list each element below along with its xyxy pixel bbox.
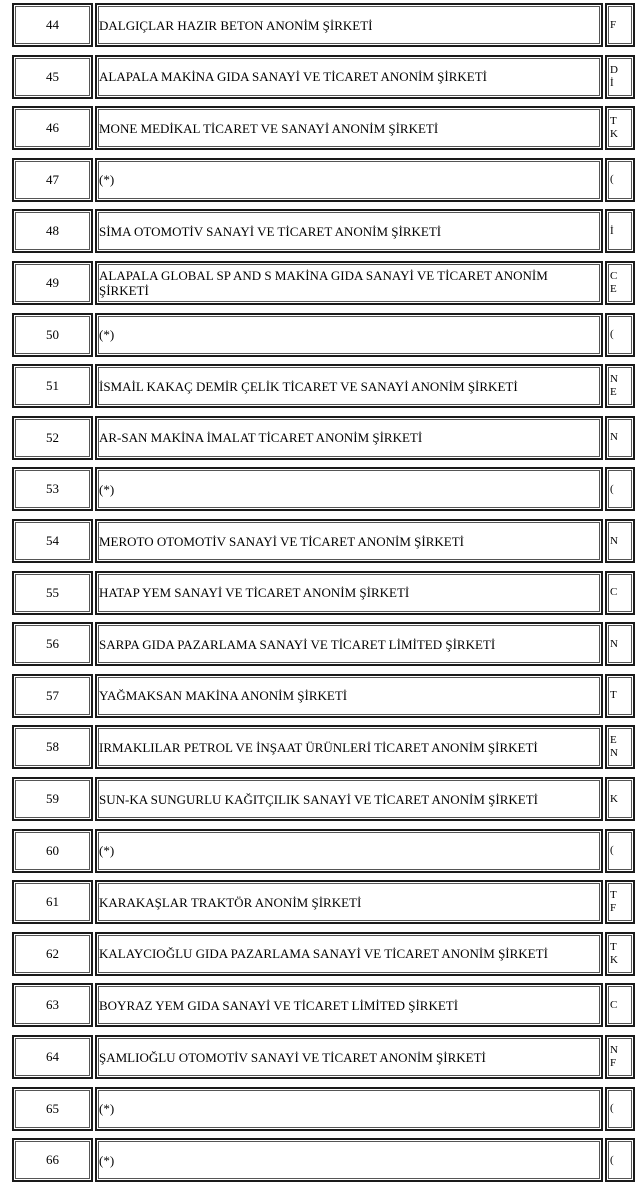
table-row xyxy=(12,467,622,514)
table-row xyxy=(12,261,622,308)
truncated-column xyxy=(605,777,635,821)
table-row xyxy=(12,313,622,360)
row-number: 49 xyxy=(12,261,93,305)
truncated-column xyxy=(605,364,635,408)
truncated-column xyxy=(605,519,635,563)
company-name-text: YAĞMAKSAN MAKİNA ANONİM ŞİRKETİ xyxy=(99,688,348,704)
company-name-text: (*) xyxy=(99,327,115,343)
row-number: 56 xyxy=(12,622,93,666)
company-name xyxy=(95,519,603,563)
truncated-text: C xyxy=(610,998,618,1011)
company-name xyxy=(95,467,603,511)
row-number: 66 xyxy=(12,1138,93,1182)
truncated-column xyxy=(605,1035,635,1079)
company-name xyxy=(95,622,603,666)
company-name-text: MEROTO OTOMOTİV SANAYİ VE TİCARET ANONİM ŞİRKETİ xyxy=(99,533,464,549)
row-number: 51 xyxy=(12,364,93,408)
company-name-text: KARAKAŞLAR TRAKTÖR ANONİM ŞİRKETİ xyxy=(99,894,362,910)
table-row xyxy=(12,777,622,824)
truncated-text: N xyxy=(610,534,618,547)
company-name-text: DALGIÇLAR HAZIR BETON ANONİM ŞİRKETİ xyxy=(99,17,373,33)
table-row xyxy=(12,983,622,1030)
company-name-text: SARPA GIDA PAZARLAMA SANAYİ VE TİCARET LİMİTED ŞİRKETİ xyxy=(99,636,496,652)
truncated-text: C xyxy=(610,586,618,599)
table-row xyxy=(12,622,622,669)
table-row xyxy=(12,880,622,927)
truncated-column xyxy=(605,1138,635,1182)
row-number: 44 xyxy=(12,3,93,47)
truncated-column xyxy=(605,622,635,666)
company-name-text: SİMA OTOMOTİV SANAYİ VE TİCARET ANONİM ŞİRKETİ xyxy=(99,223,442,239)
row-number: 47 xyxy=(12,158,93,202)
company-name-text: IRMAKLILAR PETROL VE İNŞAAT ÜRÜNLERİ TİCARET ANONİM ŞİRKETİ xyxy=(99,739,538,755)
company-name xyxy=(95,3,603,47)
company-name-text: MONE MEDİKAL TİCARET VE SANAYİ ANONİM ŞİRKETİ xyxy=(99,120,439,136)
row-number: 58 xyxy=(12,725,93,769)
truncated-text: ( xyxy=(610,1102,614,1115)
company-name xyxy=(95,983,603,1027)
truncated-column xyxy=(605,829,635,873)
table-row xyxy=(12,55,622,102)
row-number: 53 xyxy=(12,467,93,511)
company-name xyxy=(95,416,603,460)
truncated-text: K xyxy=(610,792,618,805)
table-row xyxy=(12,932,622,979)
company-name-text: (*) xyxy=(99,481,115,497)
truncated-text: N xyxy=(610,637,618,650)
company-name-text: ALAPALA GLOBAL SP AND S MAKİNA GIDA SANAYİ VE TİCARET ANONİM ŞİRKETİ xyxy=(99,268,548,298)
truncated-text: İ xyxy=(610,76,614,89)
truncated-column xyxy=(605,571,635,615)
company-name xyxy=(95,829,603,873)
row-number: 59 xyxy=(12,777,93,821)
truncated-text: E xyxy=(610,386,617,399)
truncated-text: N xyxy=(610,373,618,386)
company-name-text: ALAPALA MAKİNA GIDA SANAYİ VE TİCARET ANONİM ŞİRKETİ xyxy=(99,69,487,85)
row-number: 65 xyxy=(12,1087,93,1131)
truncated-column xyxy=(605,106,635,150)
company-name xyxy=(95,725,603,769)
table-row xyxy=(12,364,622,411)
truncated-text: ( xyxy=(610,844,614,857)
truncated-column xyxy=(605,55,635,99)
company-name xyxy=(95,571,603,615)
company-name xyxy=(95,313,603,357)
company-name xyxy=(95,1035,603,1079)
table-row xyxy=(12,1138,622,1185)
row-number: 55 xyxy=(12,571,93,615)
truncated-column xyxy=(605,158,635,202)
truncated-text: T xyxy=(610,940,617,953)
table-row xyxy=(12,106,622,153)
truncated-text: F xyxy=(610,1057,617,1069)
truncated-text: N xyxy=(610,431,618,444)
truncated-column xyxy=(605,725,635,769)
row-number: 52 xyxy=(12,416,93,460)
truncated-text: T xyxy=(610,115,617,128)
truncated-text: N xyxy=(610,1044,618,1056)
row-number: 46 xyxy=(12,106,93,150)
table-row xyxy=(12,3,622,50)
table-row xyxy=(12,571,622,618)
company-name xyxy=(95,106,603,150)
company-name xyxy=(95,880,603,924)
truncated-column xyxy=(605,416,635,460)
truncated-column xyxy=(605,261,635,305)
company-name xyxy=(95,1087,603,1131)
company-name xyxy=(95,209,603,253)
row-number: 48 xyxy=(12,209,93,253)
company-name xyxy=(95,932,603,976)
company-table xyxy=(12,0,622,1200)
row-number: 64 xyxy=(12,1035,93,1079)
company-name xyxy=(95,364,603,408)
truncated-text: E xyxy=(610,283,617,295)
company-name-text: İSMAİL KAKAÇ DEMİR ÇELİK TİCARET VE SANAYİ ANONİM ŞİRKETİ xyxy=(99,378,518,394)
row-number: 54 xyxy=(12,519,93,563)
row-number: 61 xyxy=(12,880,93,924)
truncated-text: T xyxy=(610,889,617,902)
table-row xyxy=(12,209,622,256)
table-row xyxy=(12,674,622,721)
company-name-text: KALAYCIOĞLU GIDA PAZARLAMA SANAYİ VE TİCARET ANONİM ŞİRKETİ xyxy=(99,946,548,962)
truncated-column xyxy=(605,880,635,924)
table-row xyxy=(12,725,622,772)
row-number: 57 xyxy=(12,674,93,718)
truncated-column xyxy=(605,3,635,47)
truncated-text: ( xyxy=(610,328,614,341)
table-row xyxy=(12,416,622,463)
row-number: 45 xyxy=(12,55,93,99)
table-row xyxy=(12,519,622,566)
company-name xyxy=(95,777,603,821)
truncated-text: ( xyxy=(610,1153,614,1166)
truncated-column xyxy=(605,674,635,718)
row-number: 60 xyxy=(12,829,93,873)
truncated-text: C xyxy=(610,270,618,282)
company-name xyxy=(95,674,603,718)
row-number: 50 xyxy=(12,313,93,357)
row-number: 62 xyxy=(12,932,93,976)
table-row xyxy=(12,1035,622,1082)
truncated-text: İ xyxy=(610,224,614,237)
truncated-column xyxy=(605,983,635,1027)
company-name-text: AR-SAN MAKİNA İMALAT TİCARET ANONİM ŞİRKETİ xyxy=(99,430,423,446)
truncated-text: K xyxy=(610,128,618,141)
company-name-text: (*) xyxy=(99,172,115,188)
company-name-text: SUN-KA SUNGURLU KAĞITÇILIK SANAYİ VE TİCARET ANONİM ŞİRKETİ xyxy=(99,791,538,807)
truncated-text: T xyxy=(610,689,617,702)
table-row xyxy=(12,829,622,876)
truncated-text: D xyxy=(610,63,618,76)
truncated-text: E xyxy=(610,734,617,747)
row-number: 63 xyxy=(12,983,93,1027)
truncated-column xyxy=(605,209,635,253)
company-name-text: BOYRAZ YEM GIDA SANAYİ VE TİCARET LİMİTED ŞİRKETİ xyxy=(99,997,459,1013)
company-name xyxy=(95,55,603,99)
truncated-text: F xyxy=(610,902,617,915)
truncated-text: K xyxy=(610,953,618,966)
company-name-text: (*) xyxy=(99,1152,115,1168)
table-row xyxy=(12,1087,622,1134)
truncated-text: ( xyxy=(610,482,614,495)
table-row xyxy=(12,158,622,205)
company-name-text: HATAP YEM SANAYİ VE TİCARET ANONİM ŞİRKETİ xyxy=(99,585,410,601)
truncated-text: N xyxy=(610,747,618,760)
company-name-text: ŞAMLIOĞLU OTOMOTİV SANAYİ VE TİCARET ANONİM ŞİRKETİ xyxy=(99,1049,486,1065)
truncated-text: F xyxy=(610,18,617,31)
truncated-column xyxy=(605,467,635,511)
company-name xyxy=(95,261,603,305)
company-name-text: (*) xyxy=(99,843,115,859)
company-name xyxy=(95,158,603,202)
truncated-text: ( xyxy=(610,173,614,186)
truncated-column xyxy=(605,1087,635,1131)
truncated-column xyxy=(605,313,635,357)
company-name xyxy=(95,1138,603,1182)
company-name-text: (*) xyxy=(99,1101,115,1117)
truncated-column xyxy=(605,932,635,976)
